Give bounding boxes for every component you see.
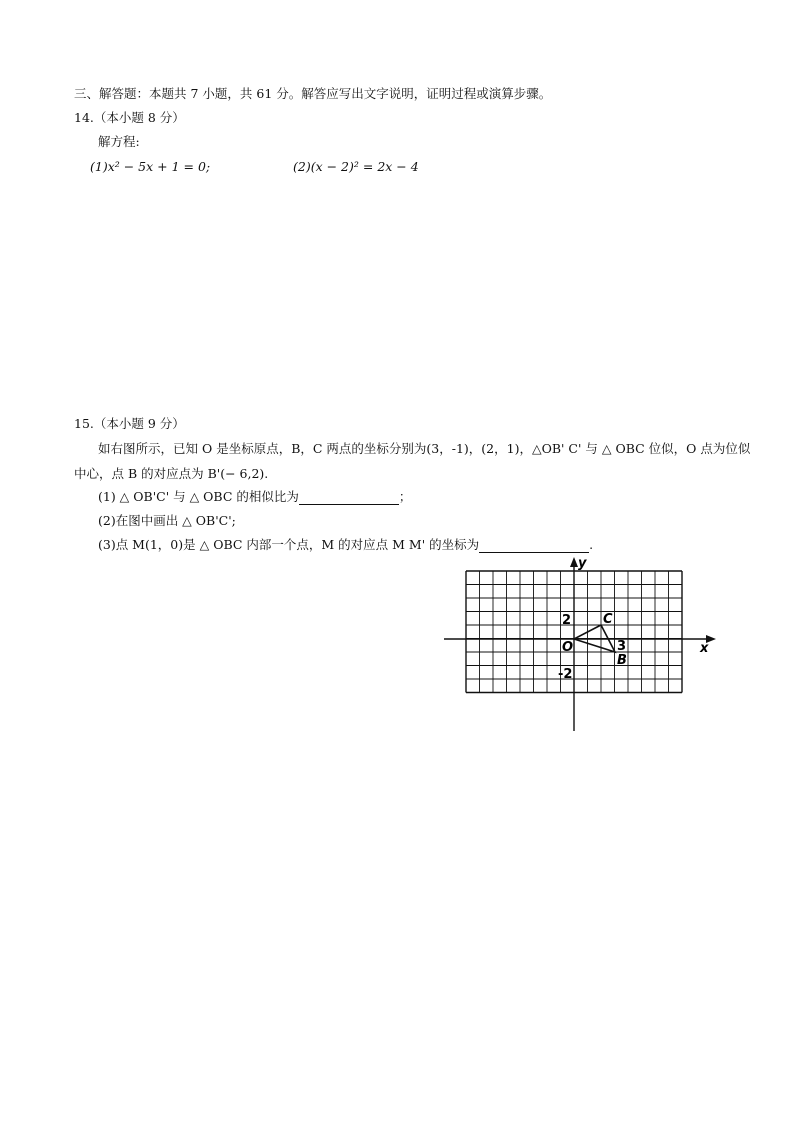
question-14-instruction: 解方程: [98,134,140,149]
question-15-part-1 [98,489,411,505]
question-15-part-3 [98,537,593,553]
question-15-header: 15.（本小题 9 分） [74,416,185,431]
y-axis-arrow [570,557,578,567]
question-15-intro-line-2: 中心，点 B 的对应点为 B'(− 6,2). [74,466,269,481]
question-14-header: 14.（本小题 8 分） [74,110,185,125]
section-title: 三、解答题：本题共 7 小题，共 61 分。解答应写出文字说明，证明过程或演算步骤。 [74,86,552,101]
x-axis-label: x [700,641,709,656]
part-3-text: (3)点 M(1，0)是 △ OBC 内部一个点，M 的对应点 M M' 的坐标为 [98,537,480,552]
question-15-part-2: (2)在图中画出 △ OB'C'; [98,513,236,528]
origin-label: O [562,640,574,655]
point-b-label: B [617,653,627,668]
answer-blank-2[interactable] [479,539,589,553]
part-1-text: (1) △ OB'C' 与 △ OBC 的相似比为 [98,489,299,504]
point-c-label: C [603,612,613,627]
question-14-part-2: (2)(x − 2)² = 2x − 4 [293,159,419,174]
tick-label-3: 3 [617,639,627,654]
question-14-part-1: (1)x² − 5x + 1 = 0; [90,159,211,174]
y-axis-label: y [578,556,587,571]
tick-label-neg2: -2 [558,667,573,682]
question-15-intro-line-1: 如右图所示，已知 O 是坐标原点，B，C 两点的坐标分别为(3，-1)，(2，1)，△OB' C' 与 △ OBC 位似，O 点为位似 [98,441,751,456]
tick-label-2: 2 [562,613,572,628]
part-1-end: ； [398,489,412,504]
part-3-end: . [589,537,594,552]
answer-blank-1[interactable] [299,491,399,505]
coordinate-grid-figure [440,553,730,735]
